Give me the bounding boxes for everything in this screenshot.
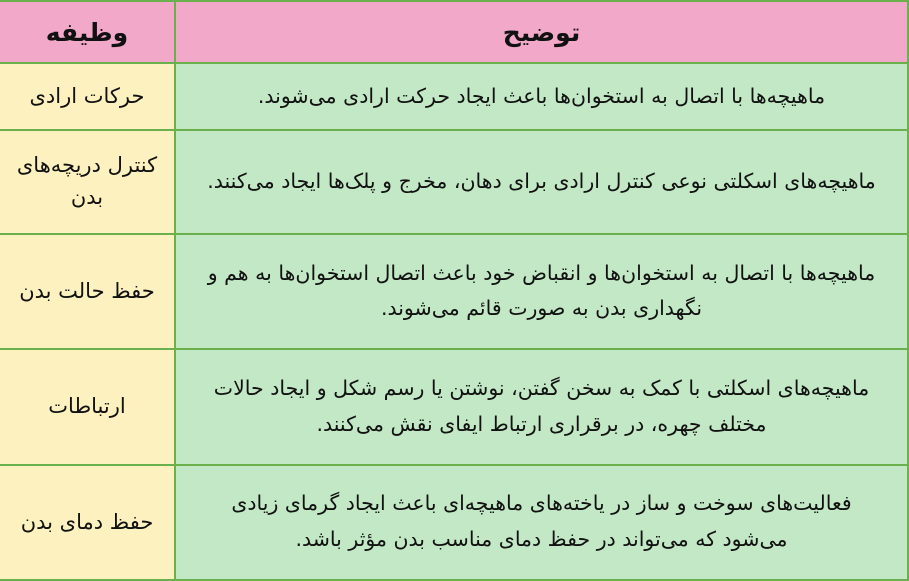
column-header-task: وظیفه	[0, 1, 175, 63]
table-row	[0, 63, 908, 130]
description-text: ماهیچه‌ها با اتصال به استخوان‌ها باعث ایجاد حرکت ارادی می‌شوند.	[257, 83, 826, 108]
cell-task: کنترل دریچه‌های بدن	[0, 130, 175, 234]
cell-description	[175, 465, 908, 580]
cell-description	[175, 234, 908, 349]
table-header-row	[0, 1, 908, 63]
cell-description	[175, 130, 908, 234]
cell-description	[175, 349, 908, 464]
table-row	[0, 130, 908, 234]
table-header	[0, 1, 908, 63]
cell-description	[175, 63, 908, 130]
description-text: ماهیچه‌های اسکلتی نوعی کنترل ارادی برای دهان، مخرج و پلک‌ها ایجاد می‌کنند.	[207, 169, 876, 193]
table-row	[0, 234, 908, 349]
cell-task: حفظ حالت بدن	[0, 234, 175, 349]
description-text: ماهیچه‌ها با اتصال به استخوان‌ها و انقباض خود باعث اتصال استخوان‌ها به هم و نگهداری بدن به صورت قائم می‌شوند.	[207, 260, 876, 321]
cell-task: ارتباطات	[0, 349, 175, 464]
table-body	[0, 63, 908, 580]
table-row	[0, 465, 908, 580]
table-row	[0, 349, 908, 464]
description-text: ماهیچه‌های اسکلتی با کمک به سخن گفتن، نوشتن یا رسم شکل و ایجاد حالات مختلف چهره، در برقراری ارتباط ایفای نقش می‌کنند.	[213, 375, 870, 436]
cell-task: حفظ دمای بدن	[0, 465, 175, 580]
column-header-description: توضیح	[175, 1, 908, 63]
description-text: فعالیت‌های سوخت و ساز در یاخته‌های ماهیچه‌ای باعث ایجاد گرمای زیادی می‌شود که می‌تواند در حفظ دمای مناسب بدن مؤثر باشد.	[231, 491, 852, 552]
cell-task: حرکات ارادی	[0, 63, 175, 130]
